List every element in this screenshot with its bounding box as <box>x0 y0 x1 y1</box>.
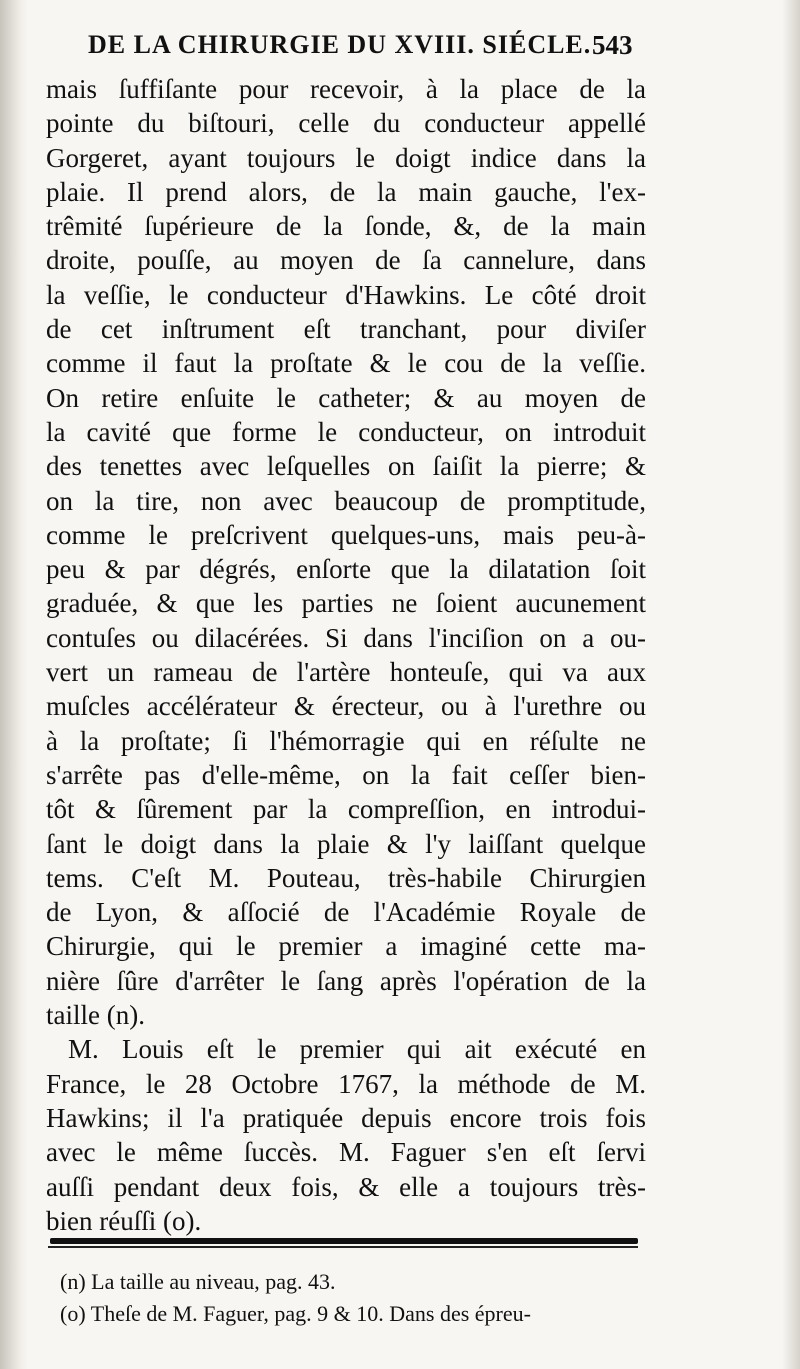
text-line: mais ſuffiſante pour recevoir, à la place de la <box>46 74 646 104</box>
text-line: comme il faut la proſtate & le cou de la veſſie. <box>46 348 646 379</box>
footnote-separator-rule-thin <box>48 1246 638 1248</box>
text-line-paragraph-end: taille (n). <box>46 1000 145 1031</box>
text-line: tems. C'eſt M. Pouteau, très-habile Chirurgien <box>46 862 646 893</box>
text-line: s'arrête pas d'elle-même, on la fait ceſſer bien- <box>46 759 646 790</box>
text-line: des tenettes avec leſquelles on ſaiſit la pierre; & <box>46 451 646 482</box>
text-line: Chirurgie, qui le premier a imaginé cette ma- <box>46 931 646 962</box>
text-line: tôt & ſûrement par la compreſſion, en introdui- <box>46 794 646 825</box>
text-line: on la tire, non avec beaucoup de promptitude, <box>46 485 646 516</box>
page-number: 543 <box>592 30 633 60</box>
text-line: contuſes ou dilacérées. Si dans l'inciſion on a ou- <box>46 622 646 653</box>
text-line: On retire enſuite le catheter; & au moyen de <box>46 382 646 413</box>
text-line: la veſſie, le conducteur d'Hawkins. Le côté droit <box>46 279 646 310</box>
body-text <box>46 72 646 1238</box>
running-head: DE LA CHIRURGIE DU XVIII. SIÉCLE. <box>88 30 592 59</box>
text-line: nière ſûre d'arrêter le ſang après l'opération de la <box>46 965 646 996</box>
text-line: la cavité que forme le conducteur, on introduit <box>46 416 646 447</box>
text-line: de Lyon, & aſſocié de l'Académie Royale de <box>46 897 646 928</box>
text-line: auſſi pendant deux fois, & elle a toujours très- <box>46 1171 646 1202</box>
footnotes <box>60 1266 660 1330</box>
text-line: vert un rameau de l'artère honteuſe, qui va aux <box>46 657 646 688</box>
text-line: ſant le doigt dans la plaie & l'y laiſſant quelque <box>46 828 646 859</box>
text-line: droite, pouſſe, au moyen de ſa cannelure, dans <box>46 245 646 276</box>
text-line: graduée, & que les parties ne ſoient aucunement <box>46 588 646 619</box>
footnote-n: (n) La taille au niveau, pag. 43. <box>60 1269 336 1294</box>
page-edge-shadow <box>782 0 800 1369</box>
text-line: Hawkins; il l'a pratiquée depuis encore trois fois <box>46 1102 646 1133</box>
text-line: avec le même ſuccès. M. Faguer s'en eſt ſervi <box>46 1137 646 1168</box>
text-line: Gorgeret, ayant toujours le doigt indice dans la <box>46 142 646 173</box>
text-line: peu & par dégrés, enſorte que la dilatation ſoit <box>46 554 646 585</box>
text-line: de cet inſtrument eſt tranchant, pour diviſer <box>46 314 646 345</box>
text-line: plaie. Il prend alors, de la main gauche, l'ex- <box>46 176 646 207</box>
text-line-paragraph-end: bien réuſſi (o). <box>46 1205 202 1236</box>
binding-gutter-shadow <box>0 0 28 1369</box>
text-line: à la proſtate; ſi l'hémorragie qui en réſulte ne <box>46 725 646 756</box>
text-line: muſcles accélérateur & érecteur, ou à l'urethre ou <box>46 691 646 722</box>
footnote-o: (o) Theſe de M. Faguer, pag. 9 & 10. Dans des épreu- <box>60 1301 531 1326</box>
footnote-separator-rule <box>50 1238 638 1244</box>
text-line-paragraph-start: M. Louis eſt le premier qui ait exécuté en <box>68 1034 646 1065</box>
text-line: comme le preſcrivent quelques-uns, mais peu-à- <box>46 519 646 550</box>
text-line: trêmité ſupérieure de la ſonde, &, de la main <box>46 211 646 242</box>
text-line: pointe du biſtouri, celle du conducteur appellé <box>46 108 646 139</box>
text-line: France, le 28 Octobre 1767, la méthode de M. <box>46 1068 646 1099</box>
